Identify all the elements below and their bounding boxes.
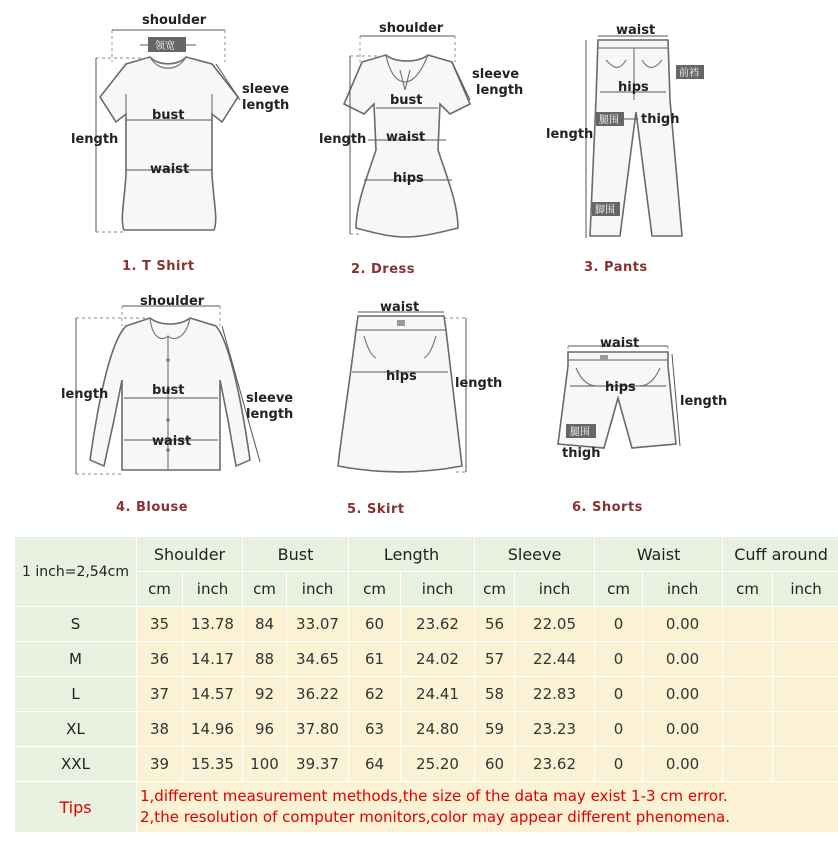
pants-hips-label: hips	[618, 80, 649, 95]
table-cell: 61	[349, 642, 401, 677]
unit-header: cm	[475, 572, 515, 607]
table-cell: 15.35	[183, 747, 243, 782]
table-cell: 63	[349, 712, 401, 747]
table-cell	[723, 642, 773, 677]
unit-header: inch	[287, 572, 349, 607]
table-cell: 58	[475, 677, 515, 712]
table-cell: 24.41	[401, 677, 475, 712]
shorts-length-label: length	[680, 394, 728, 409]
table-cell: 88	[243, 642, 287, 677]
table-cell: 62	[349, 677, 401, 712]
table-cell	[773, 607, 838, 642]
blouse-diagram	[61, 294, 293, 515]
dress-bust-label: bust	[390, 93, 423, 108]
table-cell	[773, 712, 838, 747]
table-cell: 92	[243, 677, 287, 712]
tip-line-1: 1,different measurement methods,the size of the data may exist 1-3 cm error.	[140, 787, 728, 805]
table-cell: 13.78	[183, 607, 243, 642]
size-label: S	[15, 607, 137, 642]
table-cell: 36	[137, 642, 183, 677]
table-cell: 38	[137, 712, 183, 747]
skirt-caption: 5. Skirt	[347, 502, 405, 517]
shorts-thigh-cn-label: 腿围	[570, 427, 590, 438]
table-cell: 56	[475, 607, 515, 642]
unit-header-row	[15, 572, 838, 607]
table-row	[15, 642, 838, 677]
group-header-waist: Waist	[595, 537, 723, 572]
shorts-caption: 6. Shorts	[572, 500, 643, 515]
unit-header: inch	[773, 572, 838, 607]
blouse-sleeve-label: sleeve	[246, 391, 294, 406]
table-cell: 35	[137, 607, 183, 642]
blouse-waist-label: waist	[152, 434, 192, 449]
table-cell: 84	[243, 607, 287, 642]
table-cell: 23.23	[515, 712, 595, 747]
size-label: XXL	[15, 747, 137, 782]
blouse-bust-label: bust	[152, 383, 185, 398]
table-cell	[723, 747, 773, 782]
blouse-sleeve-length-label: length	[246, 407, 294, 422]
size-label: XL	[15, 712, 137, 747]
table-cell: 14.96	[183, 712, 243, 747]
table-cell: 59	[475, 712, 515, 747]
unit-header: cm	[137, 572, 183, 607]
blouse-caption: 4. Blouse	[116, 500, 189, 515]
blouse-length-label: length	[61, 387, 109, 402]
table-cell: 23.62	[401, 607, 475, 642]
unit-header: cm	[243, 572, 287, 607]
tshirt-length-label: length	[71, 132, 119, 147]
table-cell: 22.83	[515, 677, 595, 712]
unit-header: inch	[183, 572, 243, 607]
table-cell: 0	[595, 677, 643, 712]
tshirt-collar-label: 领宽	[155, 41, 175, 52]
table-cell: 33.07	[287, 607, 349, 642]
table-cell: 0	[595, 642, 643, 677]
table-cell: 96	[243, 712, 287, 747]
dress-diagram	[319, 21, 523, 277]
tips-row	[15, 782, 838, 833]
table-cell: 60	[475, 747, 515, 782]
table-cell: 0	[595, 607, 643, 642]
table-row	[15, 677, 838, 712]
table-cell: 14.17	[183, 642, 243, 677]
table-cell: 0.00	[643, 712, 723, 747]
table-cell: 25.20	[401, 747, 475, 782]
table-cell: 24.80	[401, 712, 475, 747]
table-row	[15, 712, 838, 747]
table-cell: 0.00	[643, 747, 723, 782]
table-cell	[723, 712, 773, 747]
table-cell	[723, 677, 773, 712]
shorts-diagram	[558, 336, 727, 515]
table-cell: 100	[243, 747, 287, 782]
pants-length-label: length	[546, 127, 594, 142]
table-cell: 22.05	[515, 607, 595, 642]
group-header-bust: Bust	[243, 537, 349, 572]
tshirt-waist-label: waist	[150, 162, 190, 177]
unit-header: cm	[723, 572, 773, 607]
tshirt-shoulder-label: shoulder	[142, 13, 207, 28]
dress-sleeve-label: sleeve	[472, 67, 520, 82]
pants-caption: 3. Pants	[584, 260, 648, 275]
table-cell: 39.37	[287, 747, 349, 782]
table-cell: 64	[349, 747, 401, 782]
size-chart-table	[14, 536, 838, 833]
shorts-waist-label: waist	[600, 336, 640, 351]
table-cell: 36.22	[287, 677, 349, 712]
group-header-row	[15, 537, 838, 572]
pants-thigh-label: thigh	[641, 112, 680, 127]
table-cell: 22.44	[515, 642, 595, 677]
table-cell: 57	[475, 642, 515, 677]
unit-header: cm	[349, 572, 401, 607]
table-cell: 0.00	[643, 677, 723, 712]
size-label: M	[15, 642, 137, 677]
dress-sleeve-length-label: length	[476, 83, 524, 98]
group-header-length: Length	[349, 537, 475, 572]
unit-header: cm	[595, 572, 643, 607]
group-header-cuff: Cuff around	[723, 537, 838, 572]
shorts-thigh-label: thigh	[562, 446, 601, 461]
dress-caption: 2. Dress	[351, 262, 416, 277]
tshirt-sleeve-label: sleeve	[242, 82, 290, 97]
dress-waist-label: waist	[386, 130, 426, 145]
pants-rise-label: 前裆	[679, 68, 699, 79]
pants-hem-label: 脚围	[595, 205, 615, 216]
table-cell	[773, 747, 838, 782]
table-cell: 60	[349, 607, 401, 642]
tshirt-sleeve-length-label: length	[242, 98, 290, 113]
blouse-shoulder-label: shoulder	[140, 294, 205, 309]
table-cell	[773, 677, 838, 712]
group-header-shoulder: Shoulder	[137, 537, 243, 572]
tshirt-bust-label: bust	[152, 108, 185, 123]
table-cell: 14.57	[183, 677, 243, 712]
tip-line-2: 2,the resolution of computer monitors,color may appear different phenomena.	[140, 808, 731, 826]
table-cell	[723, 607, 773, 642]
table-cell: 0	[595, 712, 643, 747]
table-cell: 39	[137, 747, 183, 782]
table-row	[15, 607, 838, 642]
dress-length-label: length	[319, 132, 367, 147]
dress-shoulder-label: shoulder	[379, 21, 444, 36]
table-cell: 23.62	[515, 747, 595, 782]
tips-label: Tips	[15, 782, 137, 833]
tshirt-caption: 1. T Shirt	[122, 259, 195, 274]
table-cell: 0	[595, 747, 643, 782]
table-cell: 34.65	[287, 642, 349, 677]
unit-header: inch	[643, 572, 723, 607]
table-cell: 0.00	[643, 642, 723, 677]
pants-diagram	[546, 23, 704, 275]
dress-hips-label: hips	[393, 171, 424, 186]
table-cell	[773, 642, 838, 677]
shorts-hips-label: hips	[605, 380, 636, 395]
tshirt-diagram	[71, 13, 289, 274]
conversion-note: 1 inch=2,54cm	[15, 537, 137, 607]
unit-header: inch	[401, 572, 475, 607]
pants-waist-label: waist	[616, 23, 656, 38]
table-cell: 0.00	[643, 607, 723, 642]
size-label: L	[15, 677, 137, 712]
table-cell: 37	[137, 677, 183, 712]
group-header-sleeve: Sleeve	[475, 537, 595, 572]
pants-thigh-cn-label: 腿围	[599, 115, 619, 126]
table-cell: 37.80	[287, 712, 349, 747]
table-cell: 24.02	[401, 642, 475, 677]
skirt-hips-label: hips	[386, 369, 417, 384]
skirt-length-label: length	[455, 376, 503, 391]
table-row	[15, 747, 838, 782]
skirt-diagram	[338, 300, 502, 517]
skirt-waist-label: waist	[380, 300, 420, 315]
tips-text	[137, 782, 838, 833]
unit-header: inch	[515, 572, 595, 607]
